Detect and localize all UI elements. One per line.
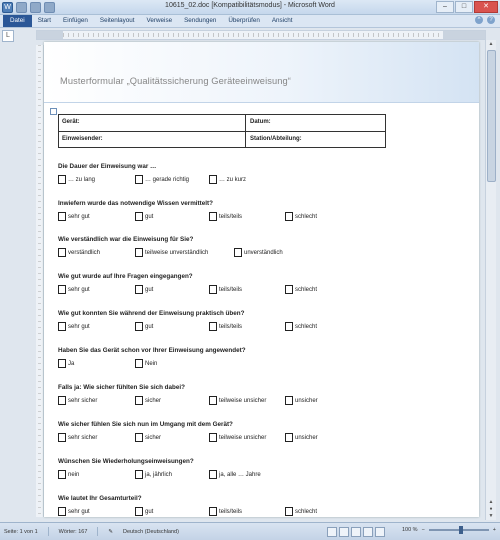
option-label: Nein [145,360,158,367]
close-button[interactable]: ✕ [474,1,498,13]
tab-7[interactable]: Ansicht [271,17,293,24]
minimize-ribbon-icon[interactable]: ^ [475,16,483,24]
checkbox[interactable] [209,507,217,516]
window-title: 10615_02.doc [Kompatibilitätsmodus] - Microsoft Word [165,2,335,9]
checkbox[interactable] [285,396,293,405]
option-label: sehr gut [68,213,90,220]
option-label: Ja [68,360,75,367]
ribbon-right-controls [475,16,495,24]
browse-object-icon[interactable]: ● [489,506,493,512]
checkbox[interactable] [209,470,217,479]
ruler-left-margin [37,31,63,39]
zoom-controls [402,527,496,533]
q8-option[interactable] [135,433,161,442]
next-page-icon[interactable]: ▼ [488,513,494,519]
view-buttons [327,527,385,537]
q10-option[interactable] [209,507,242,516]
q3-option[interactable] [135,248,208,257]
q2-option[interactable] [209,212,242,221]
question-9: Wünschen Sie Wiederholungseinweisungen? [58,458,194,465]
checkbox[interactable] [209,433,217,442]
zoom-in-button[interactable]: + [492,527,496,533]
checkbox[interactable] [135,433,143,442]
zoom-slider[interactable] [429,529,489,531]
checkbox[interactable] [58,359,66,368]
option-label: teils/teils [219,213,243,220]
tab-4[interactable]: Verweise [146,17,173,24]
question-8: Wie sicher fühlen Sie sich nun im Umgang mit dem Gerät? [58,421,233,428]
option-label: gut [145,508,154,515]
vertical-scrollbar[interactable] [485,40,496,520]
question-4: Wie gut wurde auf Ihre Fragen eingegangen? [58,273,193,280]
q8-option[interactable] [58,433,97,442]
q4-option[interactable] [285,285,317,294]
tab-6[interactable]: Überprüfen [228,17,260,24]
status-separator [97,527,98,536]
option-label: sehr gut [68,323,90,330]
help-icon[interactable]: ? [487,16,495,24]
page-count[interactable]: Seite: 1 von 1 [4,528,38,535]
q4-option[interactable] [209,285,242,294]
outline-icon[interactable] [363,527,373,537]
option-label: ja, jährlich [145,471,173,478]
checkbox[interactable] [285,212,293,221]
print-layout-icon[interactable] [327,527,337,537]
q5-option[interactable] [209,322,242,331]
q10-option[interactable] [285,507,317,516]
option-label: gut [145,213,154,220]
question-6: Haben Sie das Gerät schon vor Ihrer Einweisung angewendet? [58,347,246,354]
q9-option[interactable] [135,470,172,479]
q3-option[interactable] [234,248,283,257]
option-label: teilweise unsicher [219,397,267,404]
option-label: verständlich [68,249,101,256]
question-1: Die Dauer der Einweisung war … [58,163,157,170]
checkbox[interactable] [58,285,66,294]
word-logo-icon[interactable]: W [2,2,13,13]
option-label: teilweise unsicher [219,434,267,441]
q4-option[interactable] [58,285,90,294]
tab-0[interactable]: Datei [3,15,32,27]
option-label: gut [145,286,154,293]
option-label: teils/teils [219,508,243,515]
ruler-right-margin [443,31,485,39]
checkbox[interactable] [209,322,217,331]
checkbox[interactable] [285,433,293,442]
checkbox[interactable] [209,175,217,184]
ribbon-tabs [3,15,299,27]
option-label: … zu lang [68,176,96,183]
scroll-up-icon[interactable]: ▲ [488,41,494,47]
question-5: Wie gut konnten Sie während der Einweisung praktisch üben? [58,310,245,317]
q10-option[interactable] [135,507,153,516]
q2-option[interactable] [135,212,153,221]
q7-option[interactable] [58,396,97,405]
spellcheck-icon[interactable]: ✎ [108,528,113,535]
option-label: schlecht [295,286,318,293]
station-label: Station/Abteilung: [250,136,302,142]
checkbox[interactable] [58,470,66,479]
checkbox[interactable] [135,322,143,331]
tab-2[interactable]: Einfügen [63,17,88,24]
table-col-divider [245,115,246,147]
document-page[interactable] [44,42,479,517]
checkbox[interactable] [58,322,66,331]
q2-option[interactable] [285,212,317,221]
option-label: teils/teils [219,286,243,293]
q2-option[interactable] [58,212,90,221]
language-status[interactable]: Deutsch (Deutschland) [122,528,179,535]
option-label: unverständlich [244,249,283,256]
option-label: sicher [145,397,162,404]
option-label: … zu kurz [219,176,247,183]
checkbox[interactable] [135,359,143,368]
q7-option[interactable] [285,396,318,405]
q9-option[interactable] [58,470,79,479]
status-bar [0,522,500,540]
q4-option[interactable] [135,285,153,294]
option-label: teilweise unverständlich [145,249,209,256]
draft-icon[interactable] [375,527,385,537]
tab-1[interactable]: Start [37,17,52,24]
device-label: Gerät: [62,119,80,125]
info-table[interactable] [58,114,386,148]
option-label: teils/teils [219,323,243,330]
q1-option[interactable] [209,175,246,184]
checkbox[interactable] [58,396,66,405]
prev-page-icon[interactable]: ▲ [488,499,494,505]
checkbox[interactable] [135,507,143,516]
option-label: nein [68,471,80,478]
option-label: schlecht [295,508,318,515]
q5-option[interactable] [135,322,153,331]
table-row-divider [59,131,385,132]
q8-option[interactable] [285,433,318,442]
minimize-button[interactable]: – [436,1,454,13]
window-controls [436,1,498,13]
option-label: unsicher [295,397,318,404]
q9-option[interactable] [209,470,261,479]
checkbox[interactable] [135,470,143,479]
tab-3[interactable]: Seitenlayout [99,17,135,24]
web-layout-icon[interactable] [351,527,361,537]
question-2: Inwiefern wurde das notwendige Wissen vermittelt? [58,200,213,207]
q5-option[interactable] [58,322,90,331]
checkbox[interactable] [135,248,143,257]
full-screen-reading-icon[interactable] [339,527,349,537]
option-label: gut [145,323,154,330]
instructor-label: Einweisender: [62,136,103,142]
title-bar [0,0,500,15]
date-label: Datum: [250,119,271,125]
option-label: sicher [145,434,162,441]
q8-option[interactable] [209,433,266,442]
checkbox[interactable] [285,322,293,331]
checkbox[interactable] [135,285,143,294]
checkbox[interactable] [58,248,66,257]
ribbon-tabs-bar [0,15,500,28]
horizontal-ruler[interactable] [36,30,486,40]
ruler-toggle-icon[interactable]: L [2,30,14,42]
question-10: Wie lautet Ihr Gesamturteil? [58,495,142,502]
q1-option[interactable] [135,175,189,184]
question-7: Falls ja: Wie sicher fühlten Sie sich dabei? [58,384,185,391]
q10-option[interactable] [58,507,90,516]
zoom-level[interactable]: 100 % [401,527,418,533]
vertical-ruler[interactable] [36,45,44,517]
q7-option[interactable] [135,396,161,405]
checkbox[interactable] [234,248,242,257]
checkbox[interactable] [285,285,293,294]
option-label: unsicher [295,434,318,441]
option-label: schlecht [295,323,318,330]
vruler-ticks [38,45,41,517]
table-move-handle-icon[interactable] [50,108,57,115]
option-label: … gerade richtig [145,176,190,183]
checkbox[interactable] [58,212,66,221]
tab-5[interactable]: Sendungen [184,17,217,24]
checkbox[interactable] [285,507,293,516]
q3-option[interactable] [58,248,100,257]
q1-option[interactable] [58,175,95,184]
checkbox[interactable] [135,212,143,221]
checkbox[interactable] [209,396,217,405]
checkbox[interactable] [58,433,66,442]
question-3: Wie verständlich war die Einweisung für Sie? [58,236,194,243]
q7-option[interactable] [209,396,266,405]
option-label: sehr gut [68,286,90,293]
checkbox[interactable] [135,396,143,405]
zoom-out-button[interactable]: − [421,527,425,533]
scroll-thumb[interactable] [487,50,496,182]
checkbox[interactable] [209,285,217,294]
option-label: sehr sicher [68,397,98,404]
checkbox[interactable] [58,175,66,184]
word-count[interactable]: Wörter: 167 [58,528,88,535]
option-label: schlecht [295,213,318,220]
option-label: sehr gut [68,508,90,515]
maximize-button[interactable]: □ [455,1,473,13]
checkbox[interactable] [209,212,217,221]
checkbox[interactable] [58,507,66,516]
option-label: sehr sicher [68,434,98,441]
zoom-slider-knob[interactable] [459,526,463,534]
option-label: ja, alle … Jahre [219,471,261,478]
status-separator [48,527,49,536]
ruler-ticks [63,33,443,37]
document-title: Musterformular „Qualitätssicherung Geräteeinweisung“ [60,76,292,86]
q6-option[interactable] [58,359,74,368]
q5-option[interactable] [285,322,317,331]
header-band [44,42,479,103]
q6-option[interactable] [135,359,157,368]
checkbox[interactable] [135,175,143,184]
